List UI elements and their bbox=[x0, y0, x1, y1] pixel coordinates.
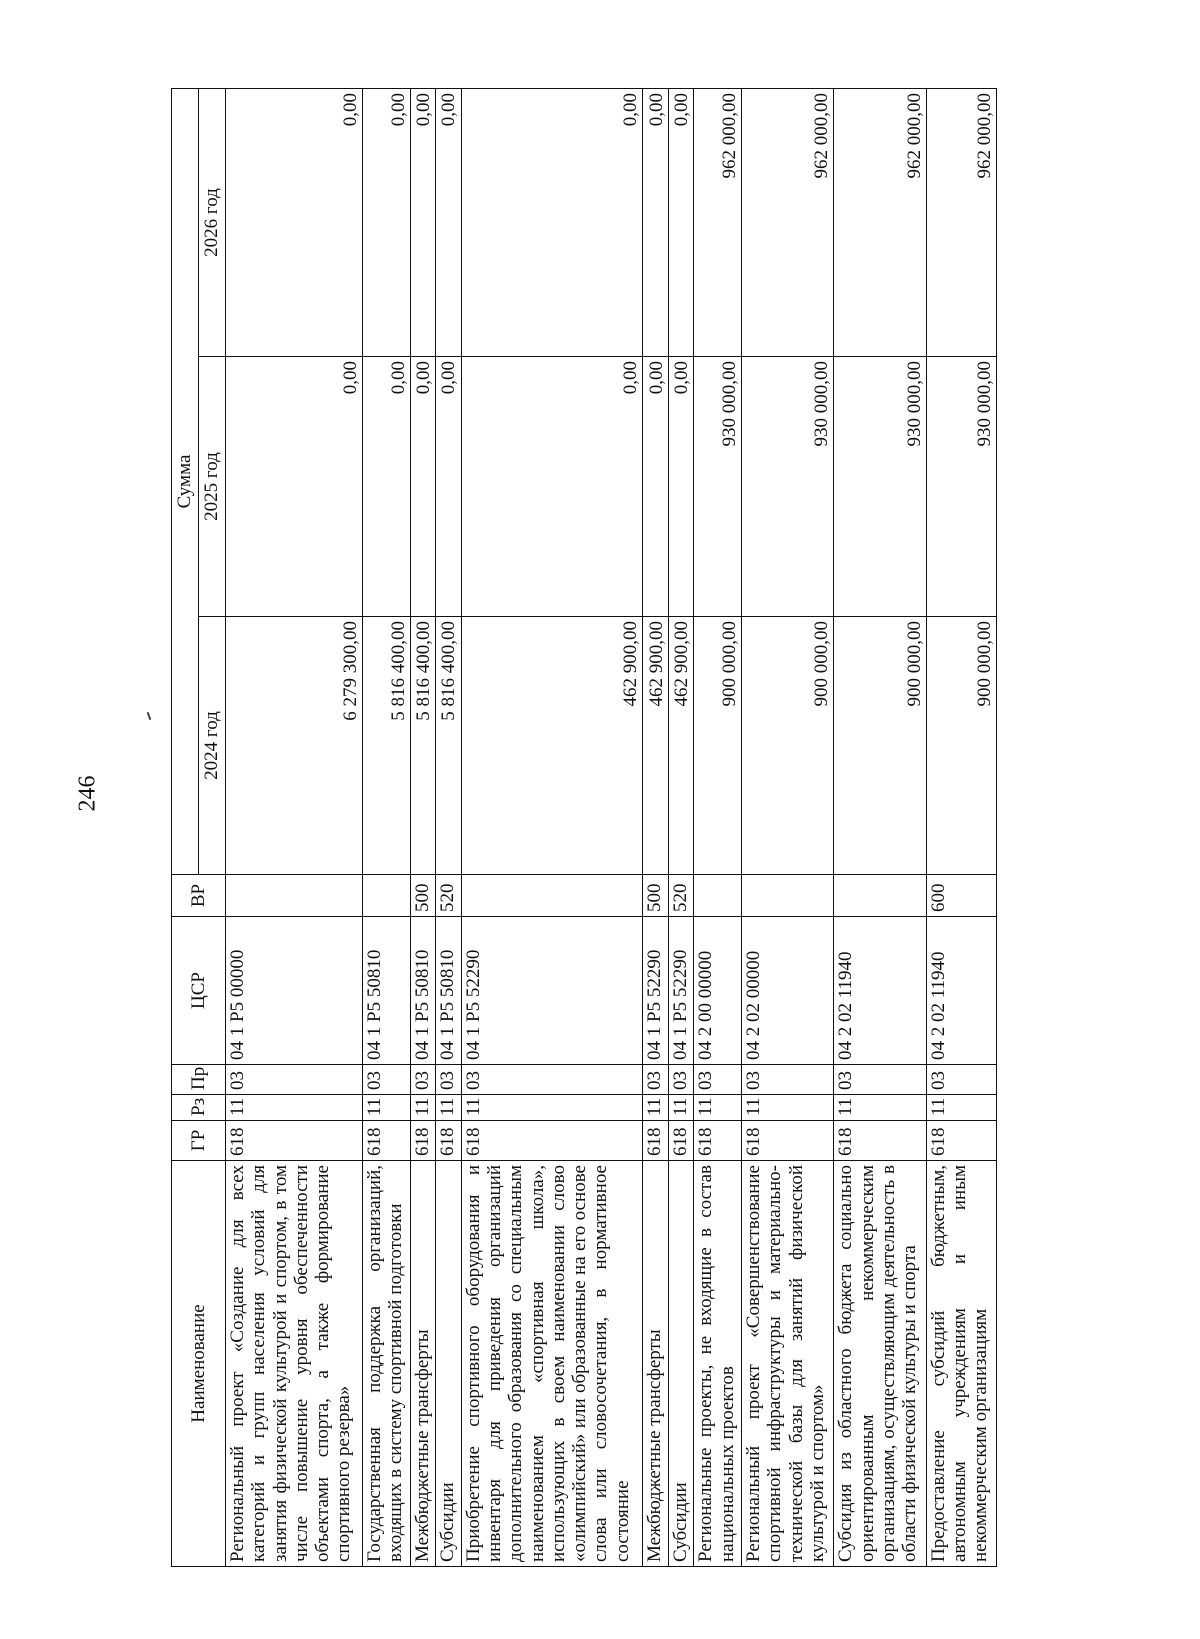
row-gr: 618 bbox=[436, 1121, 461, 1161]
header-2024: 2024 год bbox=[199, 617, 226, 875]
row-rz: 11 bbox=[643, 1095, 668, 1121]
row-2024: 6 279 300,00 bbox=[226, 617, 363, 875]
row-pr: 03 bbox=[742, 1065, 834, 1095]
table-row bbox=[668, 89, 693, 1567]
row-vr bbox=[461, 875, 643, 917]
row-2025: 0,00 bbox=[643, 357, 668, 617]
row-2026: 962 000,00 bbox=[742, 89, 834, 357]
row-vr: 500 bbox=[410, 875, 435, 917]
row-pr: 03 bbox=[226, 1065, 363, 1095]
table-row bbox=[363, 89, 411, 1567]
row-vr bbox=[226, 875, 363, 917]
table-row bbox=[410, 89, 435, 1567]
row-name: Субсидии bbox=[436, 1161, 461, 1567]
row-vr: 520 bbox=[436, 875, 461, 917]
row-2025: 0,00 bbox=[668, 357, 693, 617]
row-pr: 03 bbox=[461, 1065, 643, 1095]
row-2025: 930 000,00 bbox=[834, 357, 926, 617]
row-pr: 03 bbox=[668, 1065, 693, 1095]
row-gr: 618 bbox=[668, 1121, 693, 1161]
row-gr: 618 bbox=[643, 1121, 668, 1161]
row-2026: 0,00 bbox=[643, 89, 668, 357]
scan-mark bbox=[147, 712, 152, 720]
row-2026: 0,00 bbox=[363, 89, 411, 357]
header-name: Наименование bbox=[172, 1161, 226, 1567]
row-rz: 11 bbox=[436, 1095, 461, 1121]
row-2024: 900 000,00 bbox=[742, 617, 834, 875]
row-csr: 04 1 P5 50810 bbox=[363, 917, 411, 1065]
row-rz: 11 bbox=[226, 1095, 363, 1121]
row-2026: 0,00 bbox=[226, 89, 363, 357]
row-2025: 930 000,00 bbox=[694, 357, 742, 617]
header-sum: Сумма bbox=[172, 89, 199, 875]
header-csr: ЦСР bbox=[172, 917, 226, 1065]
row-vr: 520 bbox=[668, 875, 693, 917]
row-gr: 618 bbox=[363, 1121, 411, 1161]
header-2025: 2025 год bbox=[199, 357, 226, 617]
row-pr: 03 bbox=[694, 1065, 742, 1095]
row-vr: 600 bbox=[926, 875, 996, 917]
row-csr: 04 2 00 00000 bbox=[694, 917, 742, 1065]
row-pr: 03 bbox=[643, 1065, 668, 1095]
row-2026: 962 000,00 bbox=[694, 89, 742, 357]
header-rz: Рз bbox=[172, 1095, 226, 1121]
header-vr: ВР bbox=[172, 875, 226, 917]
row-2026: 962 000,00 bbox=[834, 89, 926, 357]
row-csr: 04 2 02 00000 bbox=[742, 917, 834, 1065]
rotated-table-wrapper bbox=[171, 89, 997, 1567]
row-csr: 04 1 P5 50810 bbox=[436, 917, 461, 1065]
row-name: Субсидия из областного бюджета социально ориентированным некоммерческим организациям, осуществляющим деятельность в области физической культуры и спорта bbox=[834, 1161, 926, 1567]
row-gr: 618 bbox=[410, 1121, 435, 1161]
row-gr: 618 bbox=[226, 1121, 363, 1161]
row-name: Государственная поддержка организаций, входящих в систему спортивной подготовки bbox=[363, 1161, 411, 1567]
row-2024: 5 816 400,00 bbox=[410, 617, 435, 875]
row-csr: 04 1 P5 52290 bbox=[643, 917, 668, 1065]
row-pr: 03 bbox=[834, 1065, 926, 1095]
row-rz: 11 bbox=[668, 1095, 693, 1121]
row-2026: 0,00 bbox=[410, 89, 435, 357]
row-2025: 0,00 bbox=[436, 357, 461, 617]
row-name: Предоставление субсидий бюджетным, автономным учреждениям и иным некоммерческим организациям bbox=[926, 1161, 996, 1567]
row-2025: 0,00 bbox=[363, 357, 411, 617]
row-gr: 618 bbox=[834, 1121, 926, 1161]
row-csr: 04 1 P5 52290 bbox=[461, 917, 643, 1065]
row-rz: 11 bbox=[461, 1095, 643, 1121]
header-2026: 2026 год bbox=[199, 89, 226, 357]
row-gr: 618 bbox=[694, 1121, 742, 1161]
row-2024: 462 900,00 bbox=[461, 617, 643, 875]
row-2025: 930 000,00 bbox=[742, 357, 834, 617]
row-pr: 03 bbox=[363, 1065, 411, 1095]
row-vr: 500 bbox=[643, 875, 668, 917]
row-2024: 900 000,00 bbox=[834, 617, 926, 875]
row-csr: 04 1 P5 50810 bbox=[410, 917, 435, 1065]
header-gr: ГР bbox=[172, 1121, 226, 1161]
row-csr: 04 1 P5 52290 bbox=[668, 917, 693, 1065]
row-rz: 11 bbox=[834, 1095, 926, 1121]
row-2025: 0,00 bbox=[226, 357, 363, 617]
table-row bbox=[694, 89, 742, 1567]
row-rz: 11 bbox=[410, 1095, 435, 1121]
row-rz: 11 bbox=[694, 1095, 742, 1121]
row-vr bbox=[742, 875, 834, 917]
table-row bbox=[834, 89, 926, 1567]
row-2024: 5 816 400,00 bbox=[436, 617, 461, 875]
row-2026: 0,00 bbox=[436, 89, 461, 357]
row-pr: 03 bbox=[926, 1065, 996, 1095]
row-pr: 03 bbox=[436, 1065, 461, 1095]
row-rz: 11 bbox=[742, 1095, 834, 1121]
budget-table bbox=[171, 88, 997, 1567]
row-gr: 618 bbox=[461, 1121, 643, 1161]
row-name: Субсидии bbox=[668, 1161, 693, 1567]
row-rz: 11 bbox=[926, 1095, 996, 1121]
row-2024: 462 900,00 bbox=[643, 617, 668, 875]
row-name: Межбюджетные трансферты bbox=[643, 1161, 668, 1567]
table-row bbox=[926, 89, 996, 1567]
row-vr bbox=[834, 875, 926, 917]
row-name: Приобретение спортивного оборудования и инвентаря для приведения организаций дополнительного образования со специальным наименованием «спортивная школа», использующих в своем наименовании слово «олимпийский» или образованные на его основе слова или словосочетания, в нормативное состояние bbox=[461, 1161, 643, 1567]
row-vr bbox=[694, 875, 742, 917]
row-2026: 962 000,00 bbox=[926, 89, 996, 357]
row-2024: 5 816 400,00 bbox=[363, 617, 411, 875]
row-name: Региональный проект «Совершенствование спортивной инфраструктуры и материально-технической базы для занятий физической культурой и спортом» bbox=[742, 1161, 834, 1567]
table-row bbox=[461, 89, 643, 1567]
row-2024: 900 000,00 bbox=[694, 617, 742, 875]
row-gr: 618 bbox=[742, 1121, 834, 1161]
row-rz: 11 bbox=[363, 1095, 411, 1121]
row-name: Региональные проекты, не входящие в состав национальных проектов bbox=[694, 1161, 742, 1567]
row-name: Межбюджетные трансферты bbox=[410, 1161, 435, 1567]
row-csr: 04 2 02 11940 bbox=[834, 917, 926, 1065]
row-csr: 04 2 02 11940 bbox=[926, 917, 996, 1065]
row-name: Региональный проект «Создание для всех категорий и групп населения условий для занятия физической культурой и спортом, в том числе повышение уровня обеспеченности объектами спорта, а также формирование спортивного резерва» bbox=[226, 1161, 363, 1567]
row-csr: 04 1 P5 00000 bbox=[226, 917, 363, 1065]
row-gr: 618 bbox=[926, 1121, 996, 1161]
header-pr: Пр bbox=[172, 1065, 226, 1095]
row-2026: 0,00 bbox=[668, 89, 693, 357]
row-2024: 462 900,00 bbox=[668, 617, 693, 875]
table-row bbox=[436, 89, 461, 1567]
row-2025: 0,00 bbox=[461, 357, 643, 617]
row-2025: 0,00 bbox=[410, 357, 435, 617]
row-2026: 0,00 bbox=[461, 89, 643, 357]
row-pr: 03 bbox=[410, 1065, 435, 1095]
page-number: 246 bbox=[74, 775, 101, 812]
table-row bbox=[226, 89, 363, 1567]
table-row bbox=[643, 89, 668, 1567]
row-vr bbox=[363, 875, 411, 917]
table-row bbox=[742, 89, 834, 1567]
row-2024: 900 000,00 bbox=[926, 617, 996, 875]
row-2025: 930 000,00 bbox=[926, 357, 996, 617]
